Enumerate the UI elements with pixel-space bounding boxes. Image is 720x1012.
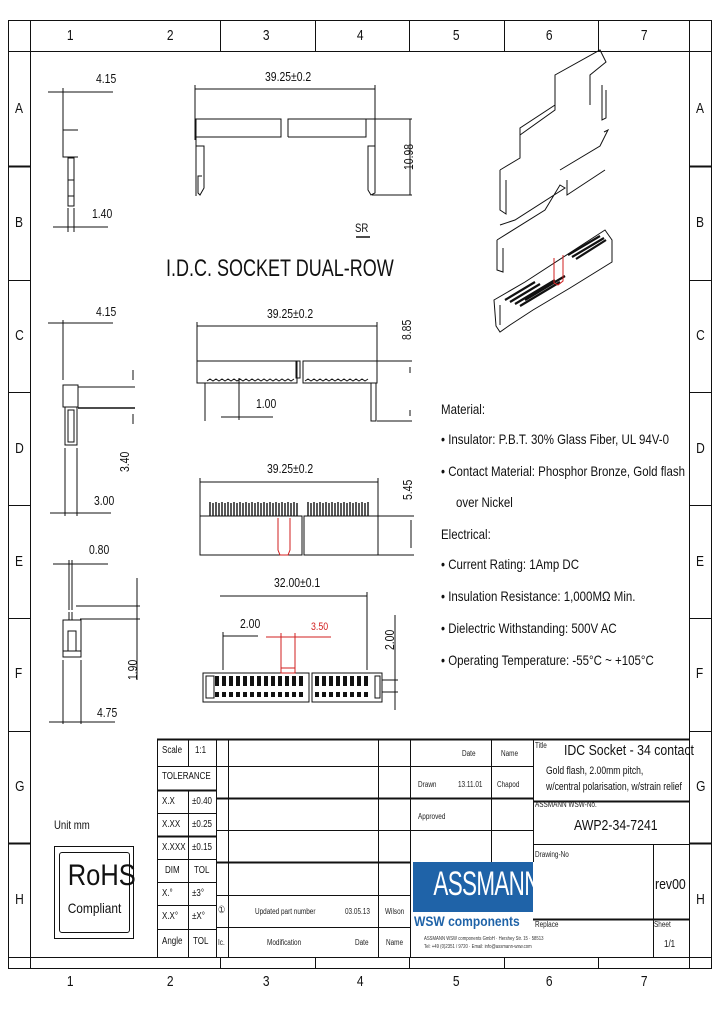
electrical-item-3: • Dielectric Withstanding: 500V AC [441,620,617,636]
drawing-no-label: Drawing-No [535,850,569,859]
column-label-7: 7 [640,27,648,44]
column-label-5-bottom: 5 [452,973,460,990]
dim-view-f-length: 32.00±0.1 [274,575,321,590]
partno-label: ASSMANN WSW-No. [535,800,597,809]
approval-name-header: Name [501,749,519,758]
row-label-E: E [15,553,24,570]
rohs-sub: Compliant [67,900,122,916]
dim-view-c-left-height: 3.40 [117,451,132,472]
tol-row-2-value: ±0.25 [192,819,212,830]
revision-date-header: Date [355,938,369,947]
row-label-F: F [14,665,23,682]
column-label-1-bottom: 1 [66,973,74,990]
drawn-date: 13.11.01 [458,780,483,789]
electrical-item-1: • Current Rating: 1Amp DC [441,556,580,572]
row-label-C-right: C [696,327,705,344]
column-label-4-bottom: 4 [356,973,364,990]
replace-label: Replace [535,920,559,929]
dim-view-f-row: 2.00 [382,629,397,650]
row-label-E-right: E [696,553,705,570]
tol-row-4-value: TOL [194,865,210,876]
part-number: AWP2-34-7241 [574,817,658,834]
dim-view-d-height: 5.45 [400,479,415,500]
dim-view-f-pitch: 2.00 [240,616,261,631]
tol-row-7-value: TOL [193,936,209,947]
tol-row-1-key: X.X [162,796,175,807]
dim-view-a-left-width: 4.15 [96,71,117,86]
dim-view-c-left-width: 4.15 [96,304,117,319]
row-label-B: B [15,214,24,231]
tol-row-5-key: X.° [162,888,173,899]
revision-modification: Updated part number [255,907,316,916]
row-label-G: G [15,778,25,795]
tol-row-3-key: X.XXX [162,842,186,853]
column-label-7-bottom: 7 [640,973,648,990]
dim-view-c-height: 8.85 [399,319,414,340]
column-label-3-bottom: 3 [262,973,270,990]
revision-code: rev00 [655,876,686,893]
scale-label: Scale [162,745,183,756]
row-label-H-right: H [696,891,705,908]
unit-label: Unit mm [54,818,90,832]
title-label: Title [535,741,547,750]
row-label-D-right: D [696,440,705,457]
material-heading: Material: [441,401,486,417]
approved-label: Approved [418,812,446,821]
row-label-C: C [15,327,24,344]
dim-view-f-key: 3.50 [311,621,329,633]
column-label-2-bottom: 2 [166,973,174,990]
sheet-label: Sheet [654,920,671,929]
row-label-A-right: A [696,100,705,117]
revision-date: 03.05.13 [345,907,370,916]
tol-row-6-value: ±X° [192,911,205,922]
approval-date-header: Date [462,749,476,758]
material-item-2-cont: over Nickel [456,494,513,510]
dim-view-c-pitch: 1.00 [256,396,277,411]
material-item-2: • Contact Material: Phosphor Bronze, Gold flash [441,463,685,479]
column-label-6: 6 [545,27,553,44]
logo-address-2: Tel: +49 (0)2351 / 9720 · Email: info@assmann-wsw.com [424,944,532,950]
electrical-item-2: • Insulation Resistance: 1,000MΩ Min. [441,588,636,604]
rohs-main: RoHS [67,859,136,892]
row-label-F-right: F [695,665,704,682]
column-label-2: 2 [166,27,174,44]
material-item-2-text: Contact Material: Phosphor Bronze, Gold flash [448,463,685,479]
revision-modification-header: Modification [267,938,302,947]
revision-index: ① [218,905,226,916]
part-description-2: w/central polarisation, w/strain relief [546,781,682,793]
tol-row-1-value: ±0.40 [192,796,212,807]
revision-index-header: Ic. [218,938,225,947]
row-label-A: A [15,100,24,117]
column-label-1: 1 [66,27,74,44]
tol-row-4-key: DIM [165,865,180,876]
row-label-B-right: B [696,214,705,231]
electrical-item-1-text: Current Rating: 1Amp DC [448,556,580,572]
electrical-item-2-text: Insulation Resistance: 1,000MΩ Min. [448,588,636,604]
material-item-1-text: Insulator: P.B.T. 30% Glass Fiber, UL 94V-0 [448,431,669,447]
logo-address-1: ASSMANN WSW components GmbH · Hershey Str. 15 · 58513 [424,936,544,942]
electrical-item-4: • Operating Temperature: -55°C ~ +105°C [441,652,654,668]
electrical-item-3-text: Dielectric Withstanding: 500V AC [448,620,617,636]
column-label-4: 4 [356,27,364,44]
part-title: IDC Socket - 34 contact [564,742,694,759]
dim-view-e-height: 1.90 [125,659,140,680]
dim-view-a-height: 10.98 [401,143,416,170]
tol-row-5-value: ±3° [192,888,205,899]
dim-view-a-pin: 1.40 [92,206,113,221]
row-label-G-right: G [696,778,706,795]
drawn-name: Chapod [497,780,520,789]
material-item-1: • Insulator: P.B.T. 30% Glass Fiber, UL 94V-0 [441,431,669,447]
dim-view-c-left-bottom: 3.00 [94,493,115,508]
scale-value: 1:1 [195,745,207,756]
drawing-title: I.D.C. SOCKET DUAL-ROW [166,255,394,282]
tol-row-3-value: ±0.15 [192,842,212,853]
assmann-logo [413,862,540,912]
electrical-heading: Electrical: [441,526,491,542]
revision-name: Wilson [385,907,405,916]
electrical-item-4-text: Operating Temperature: -55°C ~ +105°C [448,652,654,668]
dim-view-c-length: 39.25±0.2 [267,306,314,321]
column-label-6-bottom: 6 [545,973,553,990]
drawn-label: Drawn [418,780,437,789]
dim-view-a-length: 39.25±0.2 [265,69,312,84]
revision-name-header: Name [386,938,404,947]
dim-view-e-width: 4.75 [97,705,118,720]
tol-row-6-key: X.X° [162,911,179,922]
column-label-3: 3 [262,27,270,44]
dim-view-d-length: 39.25±0.2 [267,461,314,476]
row-label-H: H [15,891,24,908]
dim-view-e-pin: 0.80 [89,542,110,557]
logo-sub: WSW components [414,913,520,929]
sheet-value: 1/1 [664,939,676,950]
tol-row-2-key: X.XX [162,819,181,830]
row-label-D: D [15,440,24,457]
part-description-1: Gold flash, 2.00mm pitch, [546,765,644,777]
logo-name: ASSMANN [433,865,540,903]
tol-row-7-key: Angle [162,936,183,947]
tolerance-heading: TOLERANCE [162,771,211,782]
section-label: SR [355,221,369,235]
column-label-5: 5 [452,27,460,44]
